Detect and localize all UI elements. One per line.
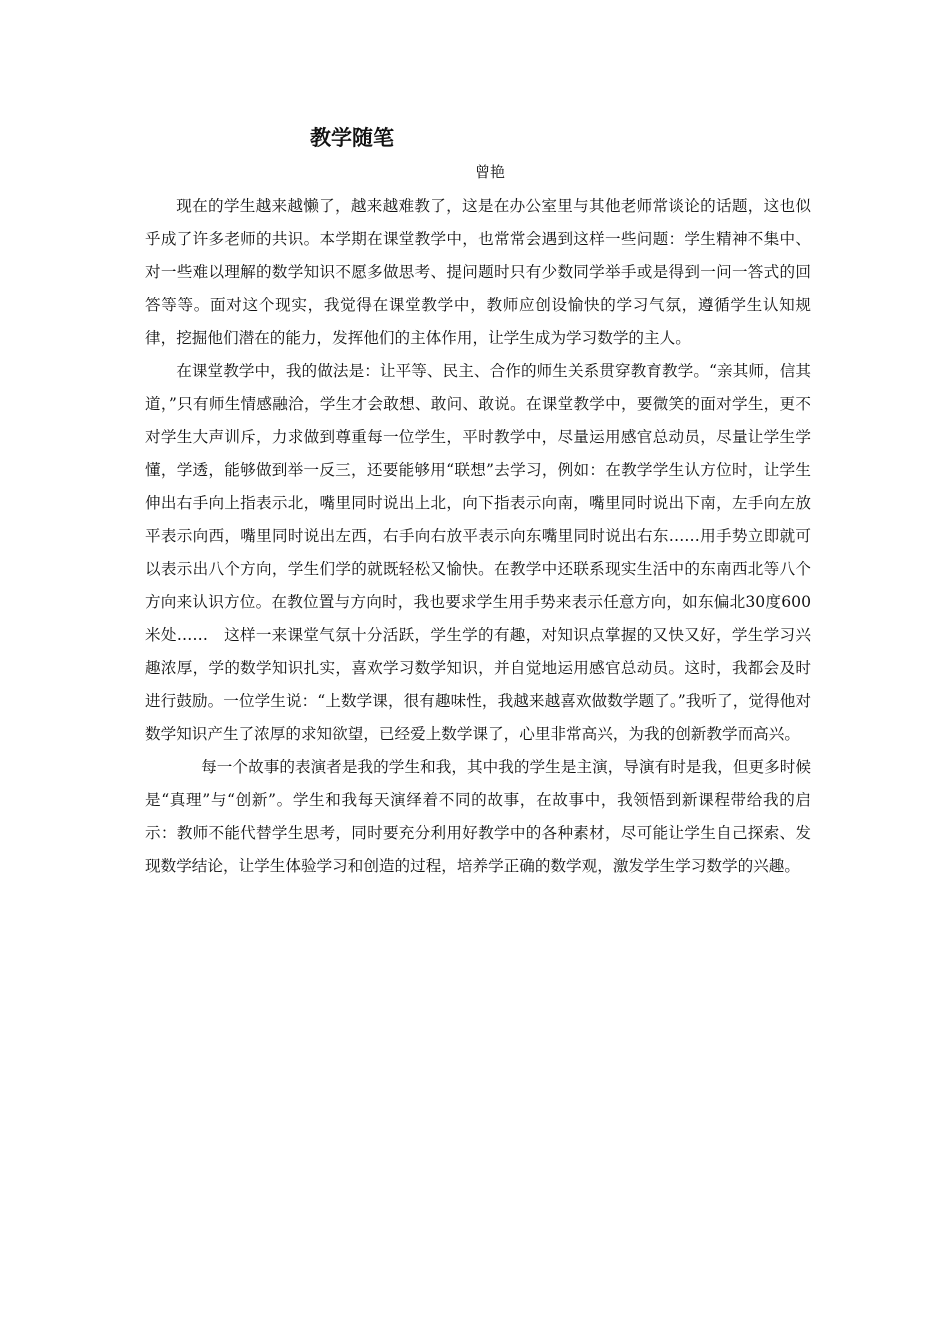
paragraph: 在课堂教学中，我的做法是：让平等、民主、合作的师生关系贯穿教育教学。“亲其师，信其道，”只有师生情感融洽，学生才会敢想、敢问、敢说。在课堂教学中，要微笑的面对学生，更不对学生大声训斥，力求做到尊重每一位学生，平时教学中，尽量运用感官总动员，尽量让学生学懂，学透，能够做到举一反三，还要能够用“联想”去学习，例如：在教学学生认方位时，让学生伸出右手向上指表示北，嘴里同时说出上北，向下指表示向南，嘴里同时说出下南，左手向左放平表示向西，嘴里同时说出左西，右手向右放平表示向东嘴里同时说出右东……用手势立即就可以表示出八个方向，学生们学的就既轻松又愉快。在教学中还联系现实生活中的东南西北等八个方向来认识方位。在教位置与方向时，我也要求学生用手势来表示任意方向，如东偏北30度600米处…… 这样一来课堂气氛十分活跃，学生学的有趣，对知识点掌握的又快又好，学生学习兴趣浓厚，学的数学知识扎实，喜欢学习数学知识，并自觉地运用感官总动员。这时，我都会及时进行鼓励。一位学生说：“上数学课，很有趣味性，我越来越喜欢做数学题了。”我听了，觉得他对数学知识产生了浓厚的求知欲望，已经爱上数学课了，心里非常高兴，为我的创新教学而高兴。 xyxy=(145,362,811,743)
paragraph: 每一个故事的表演者是我的学生和我，其中我的学生是主演，导演有时是我，但更多时候是“真理”与“创新”。学生和我每天演绎着不同的故事，在故事中，我领悟到新课程带给我的启示：教师不能代替学生思考，同时要充分利用好教学中的各种素材，尽可能让学生自己探索、发现数学结论，让学生体验学习和创造的过程，培养学正确的数学观，激发学生学习数学的兴趣。 xyxy=(145,758,811,875)
author-name: 曾艳 xyxy=(474,163,505,181)
document-title: 教学随笔 xyxy=(310,126,394,150)
paragraph: 现在的学生越来越懒了，越来越难教了，这是在办公室里与其他老师常谈论的话题，这也似乎成了许多老师的共识。本学期在课堂教学中，也常常会遇到这样一些问题：学生精神不集中、对一些难以理解的数学知识不愿多做思考、提问题时只有少数同学举手或是得到一问一答式的回答等等。面对这个现实，我觉得在课堂教学中，教师应创设愉快的学习气氛，遵循学生认知规律，挖掘他们潜在的能力，发挥他们的主体作用，让学生成为学习数学的主人。 xyxy=(145,197,811,347)
document-body xyxy=(145,190,811,883)
